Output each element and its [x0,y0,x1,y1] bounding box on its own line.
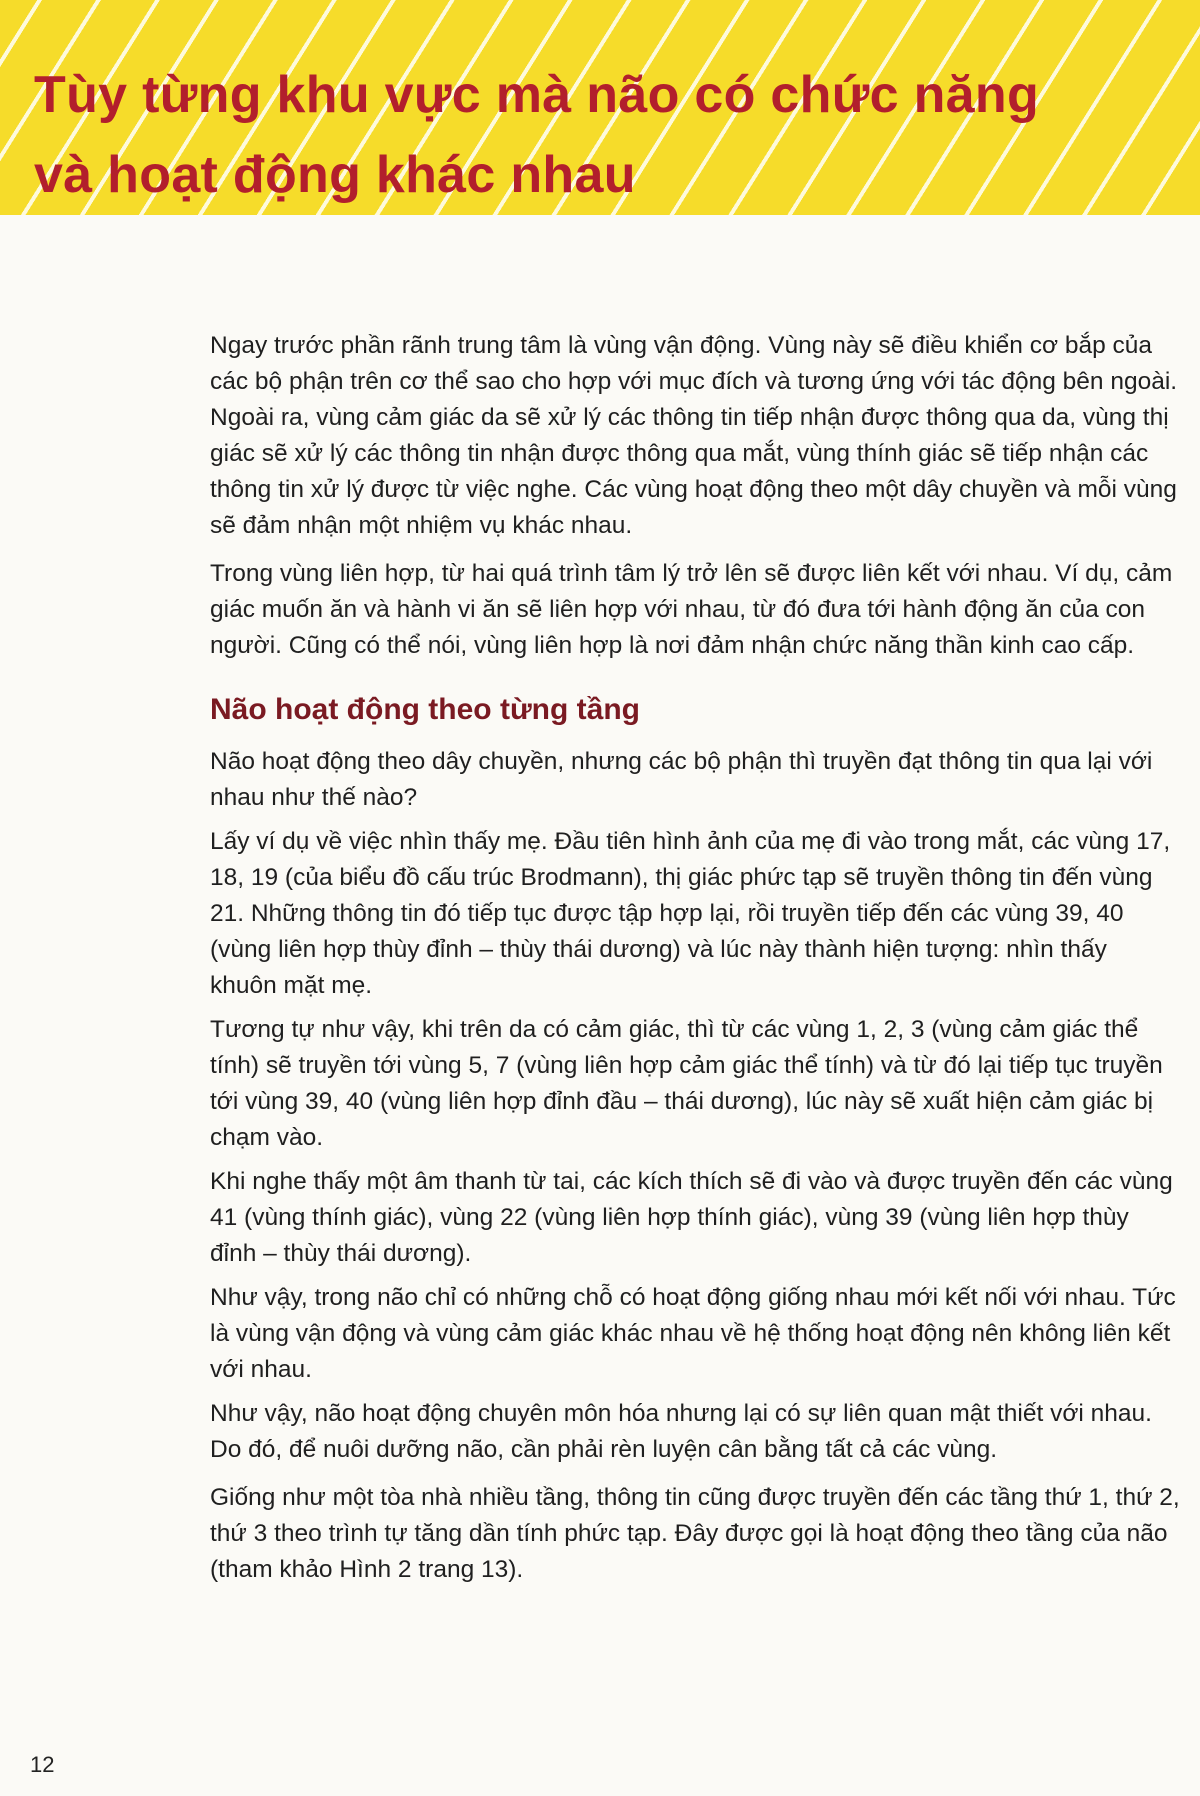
page-title [34,55,1039,215]
page-title-line-2: và hoạt động khác nhau [34,146,636,204]
section-paragraph-6: Như vậy, não hoạt động chuyên môn hóa nhưng lại có sự liên quan mật thiết với nhau. Do đó, để nuôi dưỡng não, cần phải rèn luyện cân bằng tất cả các vùng. [210,1400,1152,1463]
intro-paragraph-1: Ngay trước phần rãnh trung tâm là vùng vận động. Vùng này sẽ điều khiển cơ bắp của các bộ phận trên cơ thể sao cho hợp với mục đích và tương ứng với tác động bên ngoài. Ngoài ra, vùng cảm giác da sẽ xử lý các thông tin tiếp nhận được thông qua da, vùng thị giác sẽ xử lý các thông tin nhận được thông qua mắt, vùng thính giác sẽ tiếp nhận các thông tin xử lý được từ việc nghe. Các vùng hoạt động theo một dây chuyền và mỗi vùng sẽ đảm nhận một nhiệm vụ khác nhau. [210,332,1178,539]
section-paragraph-5: Như vậy, trong não chỉ có những chỗ có hoạt động giống nhau mới kết nối với nhau. Tức là vùng vận động và vùng cảm giác khác nhau về hệ thống hoạt động nên không liên kết với nhau. [210,1284,1176,1383]
title-banner [0,0,1200,215]
section-paragraph-4: Khi nghe thấy một âm thanh từ tai, các kích thích sẽ đi vào và được truyền đến các vùng 41 (vùng thính giác), vùng 22 (vùng liên hợp thính giác), vùng 39 (vùng liên hợp thùy đỉnh – thùy thái dương). [210,1168,1173,1267]
section-paragraph-7: Giống như một tòa nhà nhiều tầng, thông tin cũng được truyền đến các tầng thứ 1, thứ 2, thứ 3 theo trình tự tăng dần tính phức tạp. Đây được gọi là hoạt động theo tầng của não (tham khảo Hình 2 trang 13). [210,1484,1180,1583]
section-paragraph-3: Tương tự như vậy, khi trên da có cảm giác, thì từ các vùng 1, 2, 3 (vùng cảm giác thể tính) sẽ truyền tới vùng 5, 7 (vùng liên hợp cảm giác thể tính) và từ đó lại tiếp tục truyền tới vùng 39, 40 (vùng liên hợp đỉnh đầu – thái dương), lúc này sẽ xuất hiện cảm giác bị chạm vào. [210,1016,1163,1151]
section-paragraph-2: Lấy ví dụ về việc nhìn thấy mẹ. Đầu tiên hình ảnh của mẹ đi vào trong mắt, các vùng 17, 18, 19 (của biểu đồ cấu trúc Brodmann), thị giác phức tạp sẽ truyền thông tin đến vùng 21. Những thông tin đó tiếp tục được tập hợp lại, rồi truyền tiếp đến các vùng 39, 40 (vùng liên hợp thùy đỉnh – thùy thái dương) và lúc này thành hiện tượng: nhìn thấy khuôn mặt mẹ. [210,828,1171,999]
page-number: 12 [30,1752,55,1777]
section-paragraph-1: Não hoạt động theo dây chuyền, nhưng các bộ phận thì truyền đạt thông tin qua lại với nhau như thế nào? [210,748,1153,811]
section-heading: Não hoạt động theo từng tầng [210,693,640,726]
intro-paragraph-2: Trong vùng liên hợp, từ hai quá trình tâm lý trở lên sẽ được liên kết với nhau. Ví dụ, cảm giác muốn ăn và hành vi ăn sẽ liên hợp với nhau, từ đó đưa tới hành động ăn của con người. Cũng có thể nói, vùng liên hợp là nơi đảm nhận chức năng thần kinh cao cấp. [210,560,1173,659]
page-title-line-1: Tùy từng khu vực mà não có chức năng [34,66,1040,124]
article-body [210,328,1180,1600]
